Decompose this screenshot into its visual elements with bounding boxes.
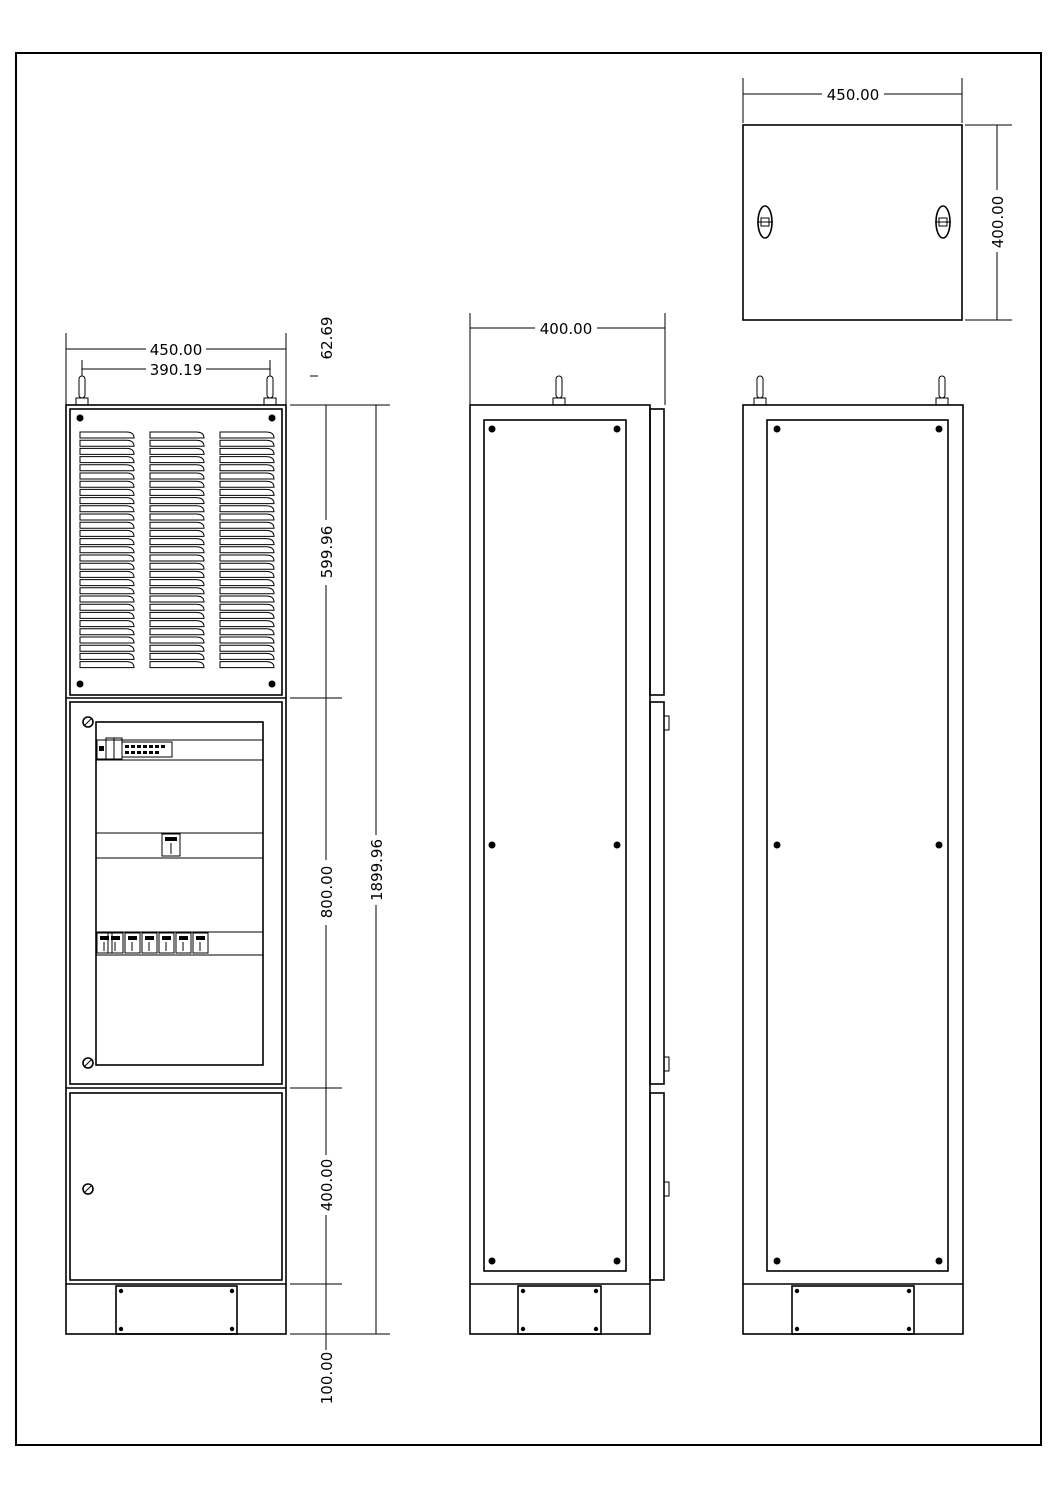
vent-louver-slot xyxy=(150,629,204,635)
vent-louver-slot xyxy=(80,440,134,446)
vent-louver-slot xyxy=(80,629,134,635)
vent-louver-slot xyxy=(80,506,134,512)
vent-louver-slot xyxy=(220,506,274,512)
vent-louver-slot xyxy=(150,473,204,479)
side-frame xyxy=(470,405,650,1334)
vent-louver-slot xyxy=(80,539,134,545)
rear-plinth-panel xyxy=(792,1286,914,1334)
dim-top-width: 450.00 xyxy=(826,86,880,104)
vent-louver-slot xyxy=(220,457,274,463)
vent-louver-slot xyxy=(150,612,204,618)
vent-louver-slot xyxy=(80,522,134,528)
vent-louver-slot xyxy=(150,596,204,602)
side-lifting-eye xyxy=(553,376,565,405)
vent-louver-slot xyxy=(150,563,204,569)
vent-louver-slot xyxy=(150,514,204,520)
vent-louver-slot xyxy=(80,432,134,438)
vent-louver-slot xyxy=(150,637,204,643)
vent-louver-slot xyxy=(80,604,134,610)
vent-louver-slot xyxy=(150,645,204,651)
vent-louver-slot xyxy=(150,588,204,594)
vent-louver-slot xyxy=(150,530,204,536)
vent-louver-slot xyxy=(150,448,204,454)
vent-louver-slot xyxy=(150,522,204,528)
rear-view xyxy=(743,376,963,1334)
vent-louver-slot xyxy=(80,457,134,463)
vent-louver-slot xyxy=(220,604,274,610)
vent-louver-slot xyxy=(220,522,274,528)
vent-louver-slot xyxy=(80,662,134,668)
vent-louver-slot xyxy=(220,662,274,668)
rear-panel xyxy=(767,420,948,1271)
vent-louver-slot xyxy=(80,645,134,651)
vent-louver-slot xyxy=(220,432,274,438)
vent-louver-slot xyxy=(80,563,134,569)
vent-louver-slot xyxy=(150,580,204,586)
front-view xyxy=(66,376,286,1334)
vent-louver-slot xyxy=(80,653,134,659)
dim-front-width: 450.00 xyxy=(149,341,203,359)
vent-louver-slot xyxy=(80,530,134,536)
rear-lifting-eye-left xyxy=(754,376,766,405)
side-plinth-panel xyxy=(518,1286,601,1334)
middle-rail-breaker xyxy=(162,834,180,856)
dim-plinth-height: 100.00 xyxy=(318,1351,336,1405)
top-view-outline xyxy=(743,125,962,320)
lifting-eye-left xyxy=(76,376,88,405)
plinth-panel xyxy=(116,1286,237,1334)
vent-louver-slot xyxy=(150,662,204,668)
vent-louver-slot xyxy=(150,555,204,561)
vent-louver-slot xyxy=(220,498,274,504)
vent-louver-slot xyxy=(80,596,134,602)
vent-louver-slot xyxy=(220,530,274,536)
vent-louver-slot xyxy=(80,481,134,487)
sheet-border xyxy=(16,53,1041,1445)
upper-vent-panel xyxy=(70,409,282,695)
rear-lifting-eye-right xyxy=(936,376,948,405)
vent-louver-slot xyxy=(80,588,134,594)
door-window xyxy=(96,722,263,1065)
vent-louver-slot xyxy=(150,653,204,659)
vent-louver-slot xyxy=(220,645,274,651)
top-lifting-eye-left xyxy=(757,206,773,238)
dim-top-depth: 400.00 xyxy=(989,195,1007,249)
vent-louver-slot xyxy=(220,539,274,545)
front-dimensions xyxy=(66,317,390,1405)
vent-louver-slot xyxy=(220,448,274,454)
side-view xyxy=(470,376,669,1334)
vent-louver-slot xyxy=(150,539,204,545)
vent-louver-slot xyxy=(220,629,274,635)
vent-louver-slot xyxy=(80,489,134,495)
vent-louver-slot xyxy=(220,612,274,618)
vent-louver-slot xyxy=(220,481,274,487)
vent-louver-slot xyxy=(150,604,204,610)
vent-louver-slot xyxy=(220,555,274,561)
vent-louver-slot xyxy=(150,481,204,487)
vent-louver-slot xyxy=(80,498,134,504)
vent-louver-slot xyxy=(80,547,134,553)
vent-louvers xyxy=(80,432,274,668)
dim-top-offset: 62.69 xyxy=(318,316,336,360)
vent-louver-slot xyxy=(220,653,274,659)
vent-louver-slot xyxy=(220,563,274,569)
vent-louver-slot xyxy=(220,637,274,643)
dim-total-height: 1899.96 xyxy=(368,838,386,902)
dim-middle-height: 800.00 xyxy=(318,865,336,919)
vent-louver-slot xyxy=(80,473,134,479)
vent-louver-slot xyxy=(150,506,204,512)
dim-front-inner-width: 390.19 xyxy=(149,361,203,379)
vent-louver-slot xyxy=(80,612,134,618)
vent-louver-slot xyxy=(80,580,134,586)
vent-louver-slot xyxy=(80,571,134,577)
vent-louver-slot xyxy=(150,440,204,446)
vent-louver-slot xyxy=(150,547,204,553)
vent-louver-slot xyxy=(150,571,204,577)
vent-louver-slot xyxy=(80,555,134,561)
side-dimensions xyxy=(470,313,665,405)
vent-louver-slot xyxy=(80,448,134,454)
top-lifting-eye-right xyxy=(935,206,951,238)
vent-louver-slot xyxy=(80,637,134,643)
dim-lower-height: 400.00 xyxy=(318,1158,336,1212)
lower-rail-breakers xyxy=(97,933,208,953)
vent-louver-slot xyxy=(80,514,134,520)
vent-louver-slot xyxy=(150,432,204,438)
rear-frame xyxy=(743,405,963,1334)
vent-louver-slot xyxy=(220,547,274,553)
vent-louver-slot xyxy=(220,473,274,479)
dim-side-width: 400.00 xyxy=(539,320,593,338)
dim-upper-height: 599.96 xyxy=(318,525,336,579)
vent-louver-slot xyxy=(220,621,274,627)
vent-louver-slot xyxy=(220,514,274,520)
vent-louver-slot xyxy=(220,489,274,495)
vent-louver-slot xyxy=(80,621,134,627)
vent-louver-slot xyxy=(220,465,274,471)
vent-louver-slot xyxy=(150,621,204,627)
top-rail-devices xyxy=(97,738,172,759)
vent-louver-slot xyxy=(220,440,274,446)
vent-louver-slot xyxy=(220,588,274,594)
top-view xyxy=(743,125,962,320)
vent-louver-slot xyxy=(80,465,134,471)
vent-louver-slot xyxy=(220,580,274,586)
lower-door xyxy=(70,1093,282,1280)
lifting-eye-right xyxy=(264,376,276,405)
vent-louver-slot xyxy=(220,596,274,602)
vent-louver-slot xyxy=(150,498,204,504)
vent-louver-slot xyxy=(150,457,204,463)
vent-louver-slot xyxy=(150,489,204,495)
vent-louver-slot xyxy=(220,571,274,577)
vent-louver-slot xyxy=(150,465,204,471)
side-panel xyxy=(484,420,626,1271)
top-dimensions xyxy=(743,78,1012,320)
